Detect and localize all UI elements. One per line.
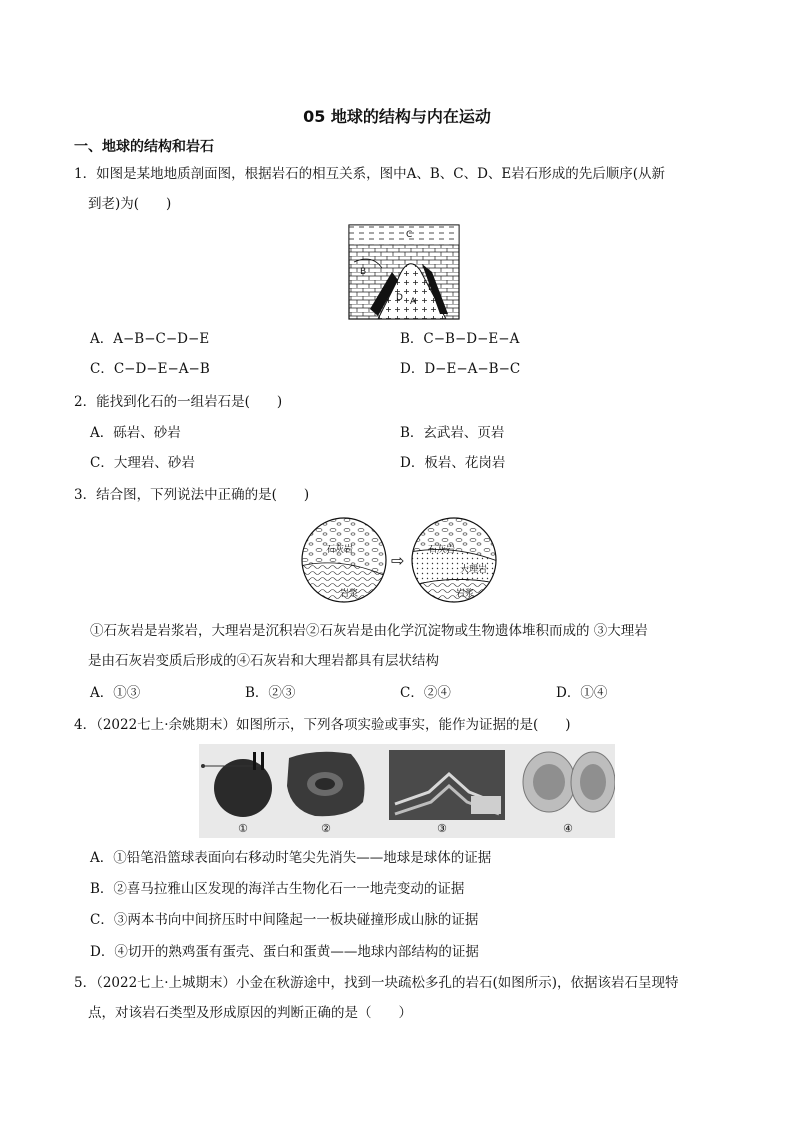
q3-right-label-limestone: 石灰岩 <box>428 545 456 555</box>
q1-label-c: C <box>406 230 413 240</box>
q3-statement-line2: 是由石灰岩变质后形成的④石灰岩和大理岩都具有层状结构 <box>88 653 439 669</box>
q4-evidence-photos <box>199 744 615 838</box>
section-heading: 一、地球的结构和岩石 <box>74 139 214 155</box>
q4-option-b[interactable]: B．②喜马拉雅山区发现的海洋古生物化石一一地壳变动的证据 <box>90 881 465 897</box>
q1-option-c[interactable]: C．C−D−E−A−B <box>90 361 210 377</box>
q1-geology-cross-section <box>348 224 460 320</box>
q1-option-a[interactable]: A．A−B−C−D−E <box>90 331 210 347</box>
q1-label-a: A <box>410 297 417 307</box>
q3-left-label-limestone: 石灰岩 <box>326 545 354 555</box>
q2-stem: 2．能找到化石的一组岩石是( ) <box>74 394 283 410</box>
q1-option-d[interactable]: D．D−E−A−B−C <box>400 361 521 377</box>
q2-option-a[interactable]: A．砾岩、砂岩 <box>90 425 181 441</box>
page-title: 05 地球的结构与内在运动 <box>303 107 491 126</box>
q3-option-a[interactable]: A．①③ <box>90 685 141 701</box>
q3-option-b[interactable]: B．②③ <box>245 685 296 701</box>
q4-stem: 4．（2022七上·余姚期末）如图所示，下列各项实验或事实，能作为证据的是( ) <box>74 717 571 733</box>
q2-option-c[interactable]: C．大理岩、砂岩 <box>90 455 195 471</box>
q4-photo-label-1: ① <box>238 822 248 835</box>
q4-photo-label-3: ③ <box>437 822 447 835</box>
q1-option-b[interactable]: B．C−B−D−E−A <box>400 331 520 347</box>
q1-label-e: E <box>428 283 434 293</box>
q4-photo-label-2: ② <box>321 822 331 835</box>
q5-stem-line1: 5．（2022七上·上城期末）小金在秋游途中，找到一块疏松多孔的岩石(如图所示)，依据该岩石呈现特 <box>74 975 679 991</box>
q1-label-b: B <box>360 267 367 277</box>
q3-option-d[interactable]: D．①④ <box>556 685 608 701</box>
q3-stem: 3．结合图，下列说法中正确的是( ) <box>74 487 310 503</box>
q2-option-d[interactable]: D．板岩、花岗岩 <box>400 455 506 471</box>
q3-option-c[interactable]: C．②④ <box>400 685 451 701</box>
q1-label-d: D <box>396 293 403 303</box>
q3-left-label-magma: 岩浆 <box>340 589 359 599</box>
q3-right-label-marble: 大理岩 <box>460 565 488 575</box>
q4-option-c[interactable]: C．③两本书向中间挤压时中间隆起一一板块碰撞形成山脉的证据 <box>90 912 479 928</box>
q4-photo-label-4: ④ <box>563 822 573 835</box>
q3-rock-diagram <box>300 516 498 606</box>
q3-arrow: ⇨ <box>391 551 405 570</box>
q1-stem-line1: 1．如图是某地地质剖面图，根据岩石的相互关系，图中A、B、C、D、E岩石形成的先后顺序(从新 <box>74 166 666 182</box>
q3-statement-line1: ①石灰岩是岩浆岩，大理岩是沉积岩②石灰岩是由化学沉淀物或生物遗体堆积而成的 ③大理岩 <box>90 623 648 639</box>
q5-stem-line2: 点，对该岩石类型及形成原因的判断正确的是（ ） <box>88 1005 412 1021</box>
q4-option-a[interactable]: A．①铅笔沿篮球表面向右移动时笔尖先消失——地球是球体的证据 <box>90 850 492 866</box>
q1-stem-line2: 到老)为( ) <box>88 196 172 212</box>
q4-option-d[interactable]: D．④切开的熟鸡蛋有蛋壳、蛋白和蛋黄——地球内部结构的证据 <box>90 944 479 960</box>
q2-option-b[interactable]: B．玄武岩、页岩 <box>400 425 505 441</box>
q3-right-label-magma: 岩浆 <box>456 589 475 599</box>
